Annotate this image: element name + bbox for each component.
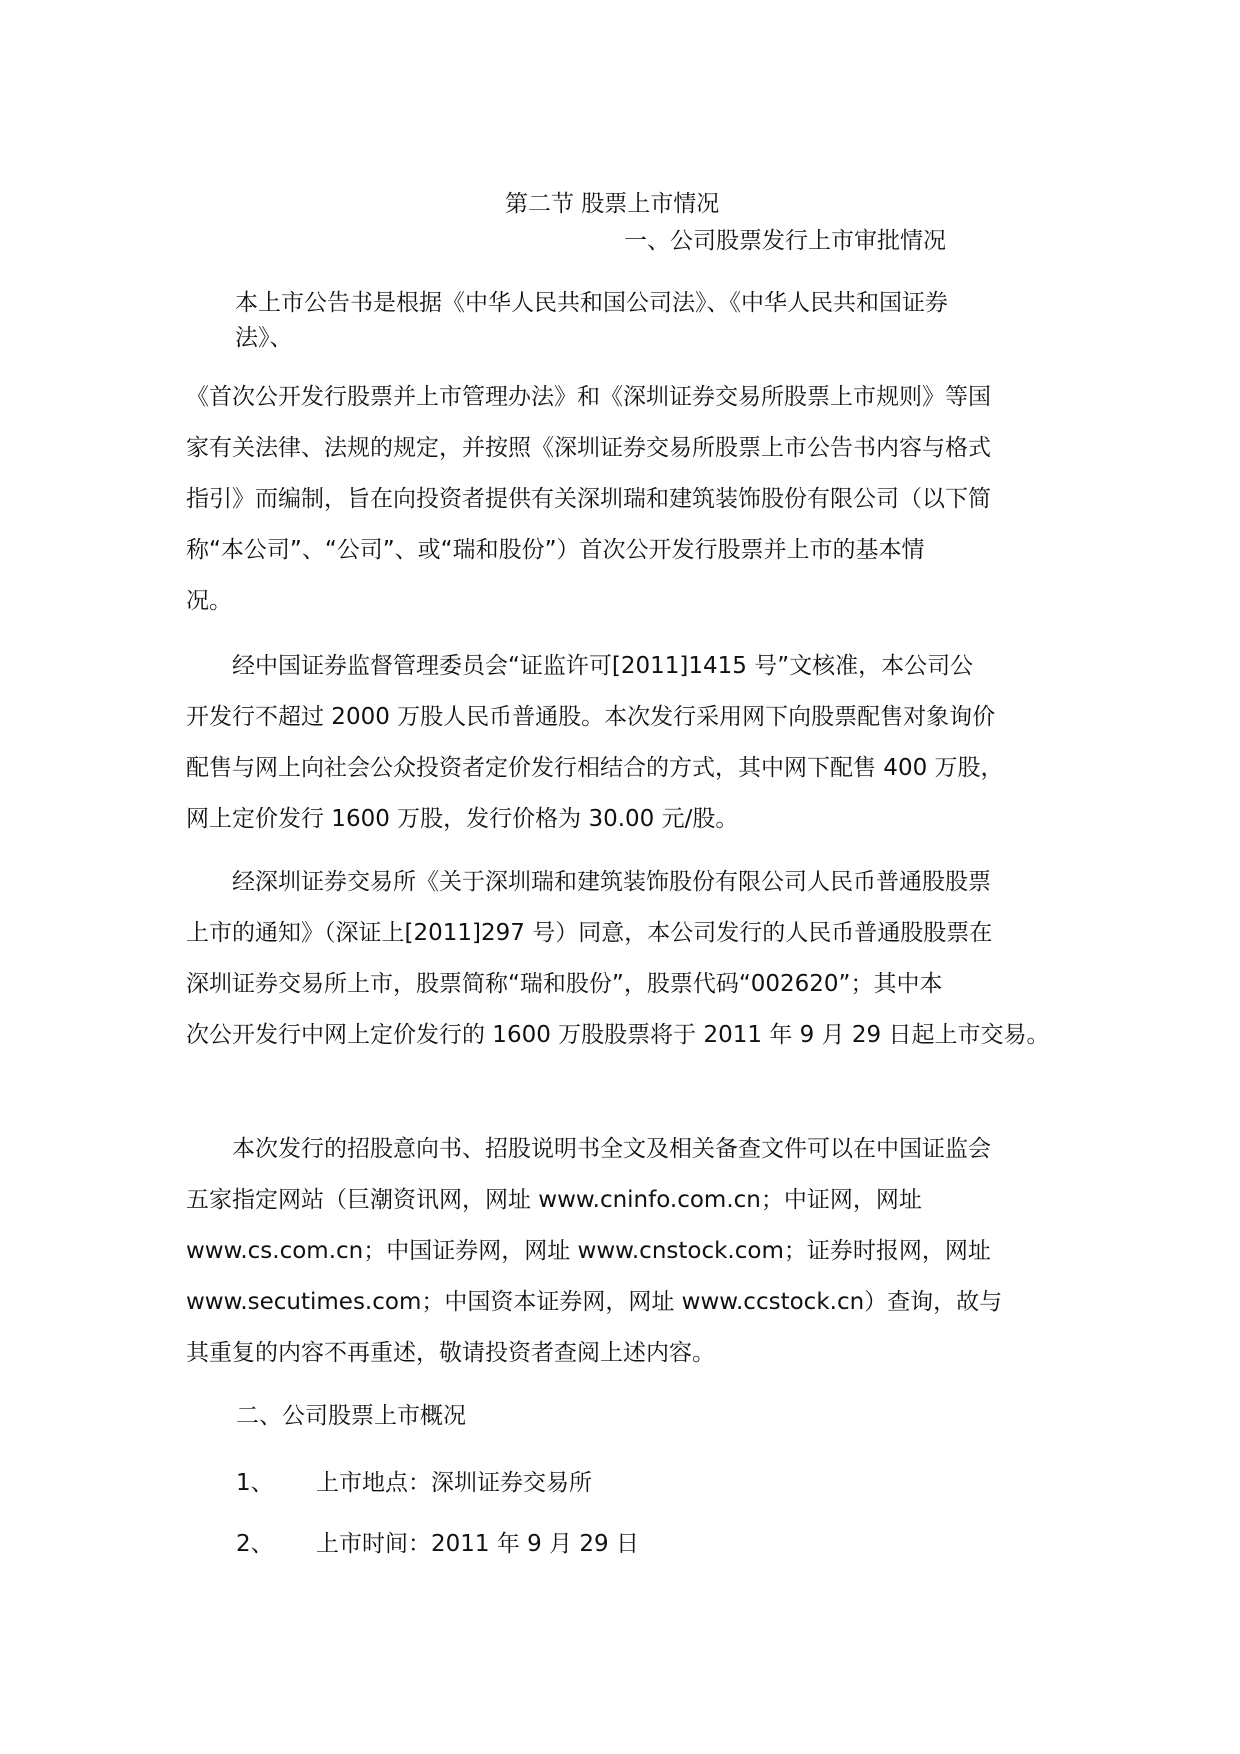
text-line: 配售与网上向社会公众投资者定价发行相结合的方式，其中网下配售 400 万股， [186,755,1004,781]
paragraph-2 [186,641,1004,845]
text-line: 上市的通知》（深证上[2011]297 号）同意，本公司发行的人民币普通股股票在 [186,920,993,946]
list-item-number: 2、 [236,1531,274,1557]
text-line: 《首次公开发行股票并上市管理办法》和《深圳证券交易所股票上市规则》等国 [186,384,991,410]
text-line: 次公开发行中网上定价发行的 1600 万股股票将于 2011 年 9 月 29 日起上市交易。 [186,1022,1050,1048]
subsection-title: 一、公司股票发行上市审批情况 [624,228,946,254]
list-item-listing-venue [236,1464,592,1497]
text-line: 况。 [186,588,232,614]
text-line: 家有关法律、法规的规定，并按照《深圳证券交易所股票上市公告书内容与格式 [186,435,991,461]
text-line: 深圳证券交易所上市，股票简称“瑞和股份”，股票代码“002620”；其中本 [186,971,943,997]
text-line: 网上定价发行 1600 万股，发行价格为 30.00 元/股。 [186,806,739,832]
list-item-text: 上市地点：深圳证券交易所 [316,1470,592,1496]
text-line: www.secutimes.com；中国资本证券网，网址 www.ccstock.cn）查询，故与 [186,1289,1003,1315]
text-line: 指引》而编制，旨在向投资者提供有关深圳瑞和建筑装饰股份有限公司（以下简 [186,486,991,512]
text-line: 开发行不超过 2000 万股人民币普通股。本次发行采用网下向股票配售对象询价 [186,704,996,730]
text-line: 其重复的内容不再重述，敬请投资者查阅上述内容。 [186,1340,715,1366]
list-item-number: 1、 [236,1470,274,1496]
paragraph-1-line-1: 本上市公告书是根据《中华人民共和国公司法》、《中华人民共和国证券 [235,290,948,316]
text-line: 经中国证券监督管理委员会“证监许可[2011]1415 号”文核准，本公司公 [186,653,974,679]
text-line: www.cs.com.cn；中国证券网，网址 www.cnstock.com；证券时报网，网址 [186,1238,991,1264]
text-line: 本次发行的招股意向书、招股说明书全文及相关备查文件可以在中国证监会 [186,1136,991,1162]
paragraph-1-line-2: 法》、 [235,325,293,351]
list-item-listing-date [236,1525,639,1558]
text-line: 五家指定网站（巨潮资讯网，网址 www.cninfo.com.cn；中证网，网址 [186,1187,922,1213]
paragraph-4 [186,1124,1002,1379]
text-line: 称“本公司”、“公司”、或“瑞和股份”）首次公开发行股票并上市的基本情 [186,537,925,563]
paragraph-3 [186,857,1049,1061]
paragraph-1-body [186,372,991,627]
list-item-text: 上市时间：2011 年 9 月 29 日 [316,1531,639,1557]
listing-overview-heading: 二、公司股票上市概况 [236,1403,466,1429]
section-title: 第二节 股票上市情况 [505,191,720,217]
text-line: 经深圳证券交易所《关于深圳瑞和建筑装饰股份有限公司人民币普通股股票 [186,869,991,895]
